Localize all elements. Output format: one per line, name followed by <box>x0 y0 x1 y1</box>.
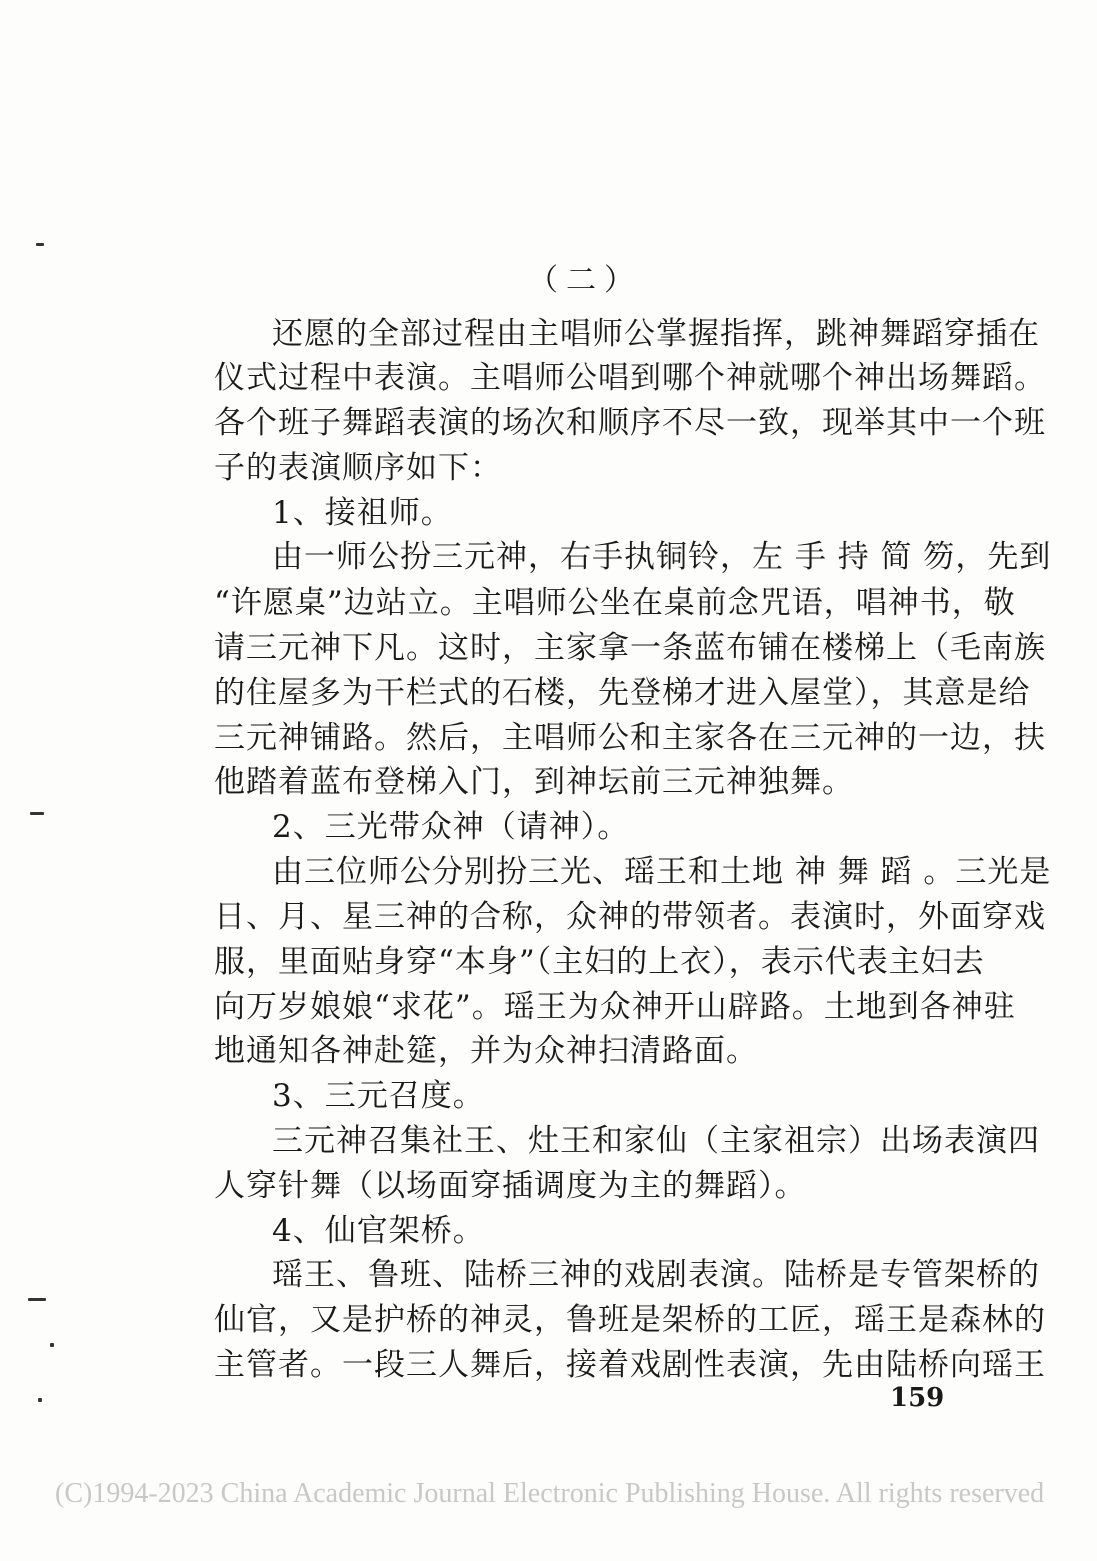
scan-mark <box>30 812 44 815</box>
list-heading: 3、三元召度。 <box>272 1078 485 1114</box>
copyright-footer: (C)1994-2023 China Academic Journal Electronic Publishing House. All rights reserved <box>55 1478 1045 1509</box>
text-line: 瑶王、鲁班、陆桥三神的戏剧表演。陆桥是专管架桥的 <box>272 1257 1040 1293</box>
text-line: 服，里面贴身穿“本身”（主妇的上衣），表示代表主妇去 <box>214 944 985 980</box>
text-line: 主管者。一段三人舞后，接着戏剧性表演，先由陆桥向瑶王 <box>214 1347 1046 1383</box>
scan-mark <box>28 1298 46 1301</box>
text-line: 地通知各神赴筵，并为众神扫清路面。 <box>214 1033 758 1069</box>
text-line: 三元神铺路。然后，主唱师公和主家各在三元神的一边，扶 <box>214 720 1046 756</box>
section-title: （二） <box>528 263 642 298</box>
text-line: 由一师公扮三元神，右手执铜铃，左 手 持 简 笏，先到 <box>272 539 1052 575</box>
text-line: 各个班子舞蹈表演的场次和顺序不尽一致，现举其中一个班 <box>214 405 1046 441</box>
text-line: 人穿针舞（以场面穿插调度为主的舞蹈）。 <box>214 1168 807 1204</box>
text-line: 仙官，又是护桥的神灵，鲁班是架桥的工匠，瑶王是森林的 <box>214 1302 1046 1338</box>
page-number: 159 <box>890 1383 945 1413</box>
text-line: 请三元神下凡。这时，主家拿一条蓝布铺在楼梯上（毛南族 <box>214 630 1046 666</box>
scan-mark <box>38 1398 42 1402</box>
scan-mark <box>50 1343 54 1347</box>
list-heading: 4、仙官架桥。 <box>272 1213 485 1249</box>
text-line: 仪式过程中表演。主唱师公唱到哪个神就哪个神出场舞蹈。 <box>214 360 1046 396</box>
text-line: 由三位师公分别扮三光、瑶王和土地 神 舞 蹈 。三光是 <box>272 854 1052 890</box>
text-line: 三元神召集社王、灶王和家仙（主家祖宗）出场表演四 <box>272 1123 1040 1159</box>
scan-mark <box>36 243 44 246</box>
text-line: 的住屋多为干栏式的石楼，先登梯才进入屋堂），其意是给 <box>214 675 1031 711</box>
text-line: 子的表演顺序如下： <box>214 450 502 486</box>
text-line: “许愿桌”边站立。主唱师公坐在桌前念咒语，唱神书，敬 <box>214 585 1016 621</box>
text-line: 向万岁娘娘“求花”。瑶王为众神开山辟路。土地到各神驻 <box>214 989 1016 1025</box>
text-line: 他踏着蓝布登梯入门，到神坛前三元神独舞。 <box>214 764 854 800</box>
text-line: 日、月、星三神的合称，众神的带领者。表演时，外面穿戏 <box>214 899 1046 935</box>
list-heading: 1、接祖师。 <box>272 495 453 531</box>
text-line: 还愿的全部过程由主唱师公掌握指挥，跳神舞蹈穿插在 <box>272 316 1040 352</box>
list-heading: 2、三光带众神（请神）。 <box>272 809 630 845</box>
